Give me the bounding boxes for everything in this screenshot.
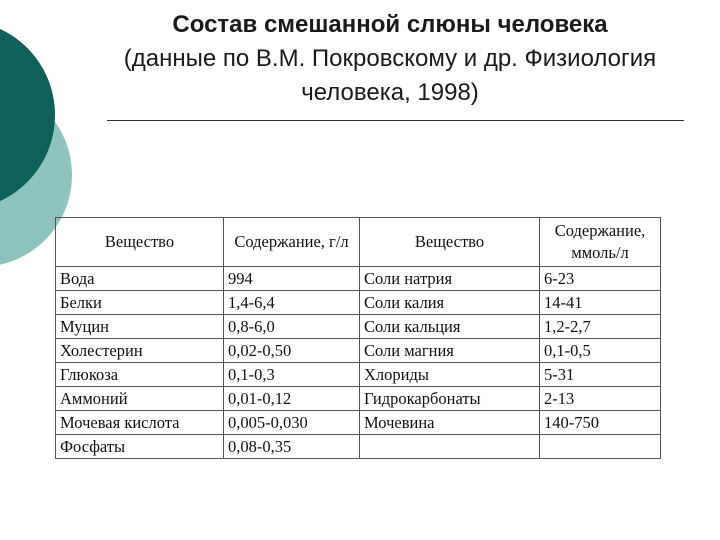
cell-substance: Вода xyxy=(56,267,224,291)
cell-value: 5-31 xyxy=(540,363,661,387)
cell-value: 0,8-6,0 xyxy=(224,315,360,339)
title-underline xyxy=(107,120,684,121)
cell-substance xyxy=(360,435,540,459)
table-row xyxy=(56,291,661,315)
cell-substance: Муцин xyxy=(56,315,224,339)
header-substance-2: Вещество xyxy=(360,218,540,267)
cell-substance: Мочевая кислота xyxy=(56,411,224,435)
cell-value: 1,4-6,4 xyxy=(224,291,360,315)
cell-value: 6-23 xyxy=(540,267,661,291)
saliva-composition-table xyxy=(55,217,661,459)
title-line-1: Состав смешанной слюны человека xyxy=(172,11,608,38)
cell-substance: Фосфаты xyxy=(56,435,224,459)
table-row xyxy=(56,315,661,339)
cell-value xyxy=(540,435,661,459)
title-line-2: (данные по В.М. Покровскому и др. Физиология xyxy=(123,45,657,72)
cell-value: 140-750 xyxy=(540,411,661,435)
cell-substance: Соли магния xyxy=(360,339,540,363)
cell-value: 2-13 xyxy=(540,387,661,411)
title-line-3: человека, 1998) xyxy=(301,79,479,106)
table-row xyxy=(56,387,661,411)
header-content-mmol: Содержание, ммоль/л xyxy=(540,218,661,267)
cell-value: 0,01-0,12 xyxy=(224,387,360,411)
header-content-gl: Содержание, г/л xyxy=(224,218,360,267)
cell-substance: Мочевина xyxy=(360,411,540,435)
cell-value: 0,005-0,030 xyxy=(224,411,360,435)
cell-value: 994 xyxy=(224,267,360,291)
cell-substance: Соли натрия xyxy=(360,267,540,291)
cell-substance: Хлориды xyxy=(360,363,540,387)
cell-value: 0,02-0,50 xyxy=(224,339,360,363)
table-row xyxy=(56,267,661,291)
cell-substance: Глюкоза xyxy=(56,363,224,387)
table-row xyxy=(56,435,661,459)
cell-value: 0,1-0,3 xyxy=(224,363,360,387)
cell-value: 14-41 xyxy=(540,291,661,315)
cell-value: 0,08-0,35 xyxy=(224,435,360,459)
cell-substance: Аммоний xyxy=(56,387,224,411)
cell-substance: Гидрокарбонаты xyxy=(360,387,540,411)
cell-substance: Холестерин xyxy=(56,339,224,363)
table-header-row xyxy=(56,218,661,267)
header-substance-1: Вещество xyxy=(56,218,224,267)
cell-substance: Белки xyxy=(56,291,224,315)
table-row xyxy=(56,411,661,435)
cell-value: 0,1-0,5 xyxy=(540,339,661,363)
cell-value: 1,2-2,7 xyxy=(540,315,661,339)
cell-substance: Соли кальция xyxy=(360,315,540,339)
table-row xyxy=(56,339,661,363)
cell-substance: Соли калия xyxy=(360,291,540,315)
slide-title xyxy=(60,8,720,110)
table-row xyxy=(56,363,661,387)
